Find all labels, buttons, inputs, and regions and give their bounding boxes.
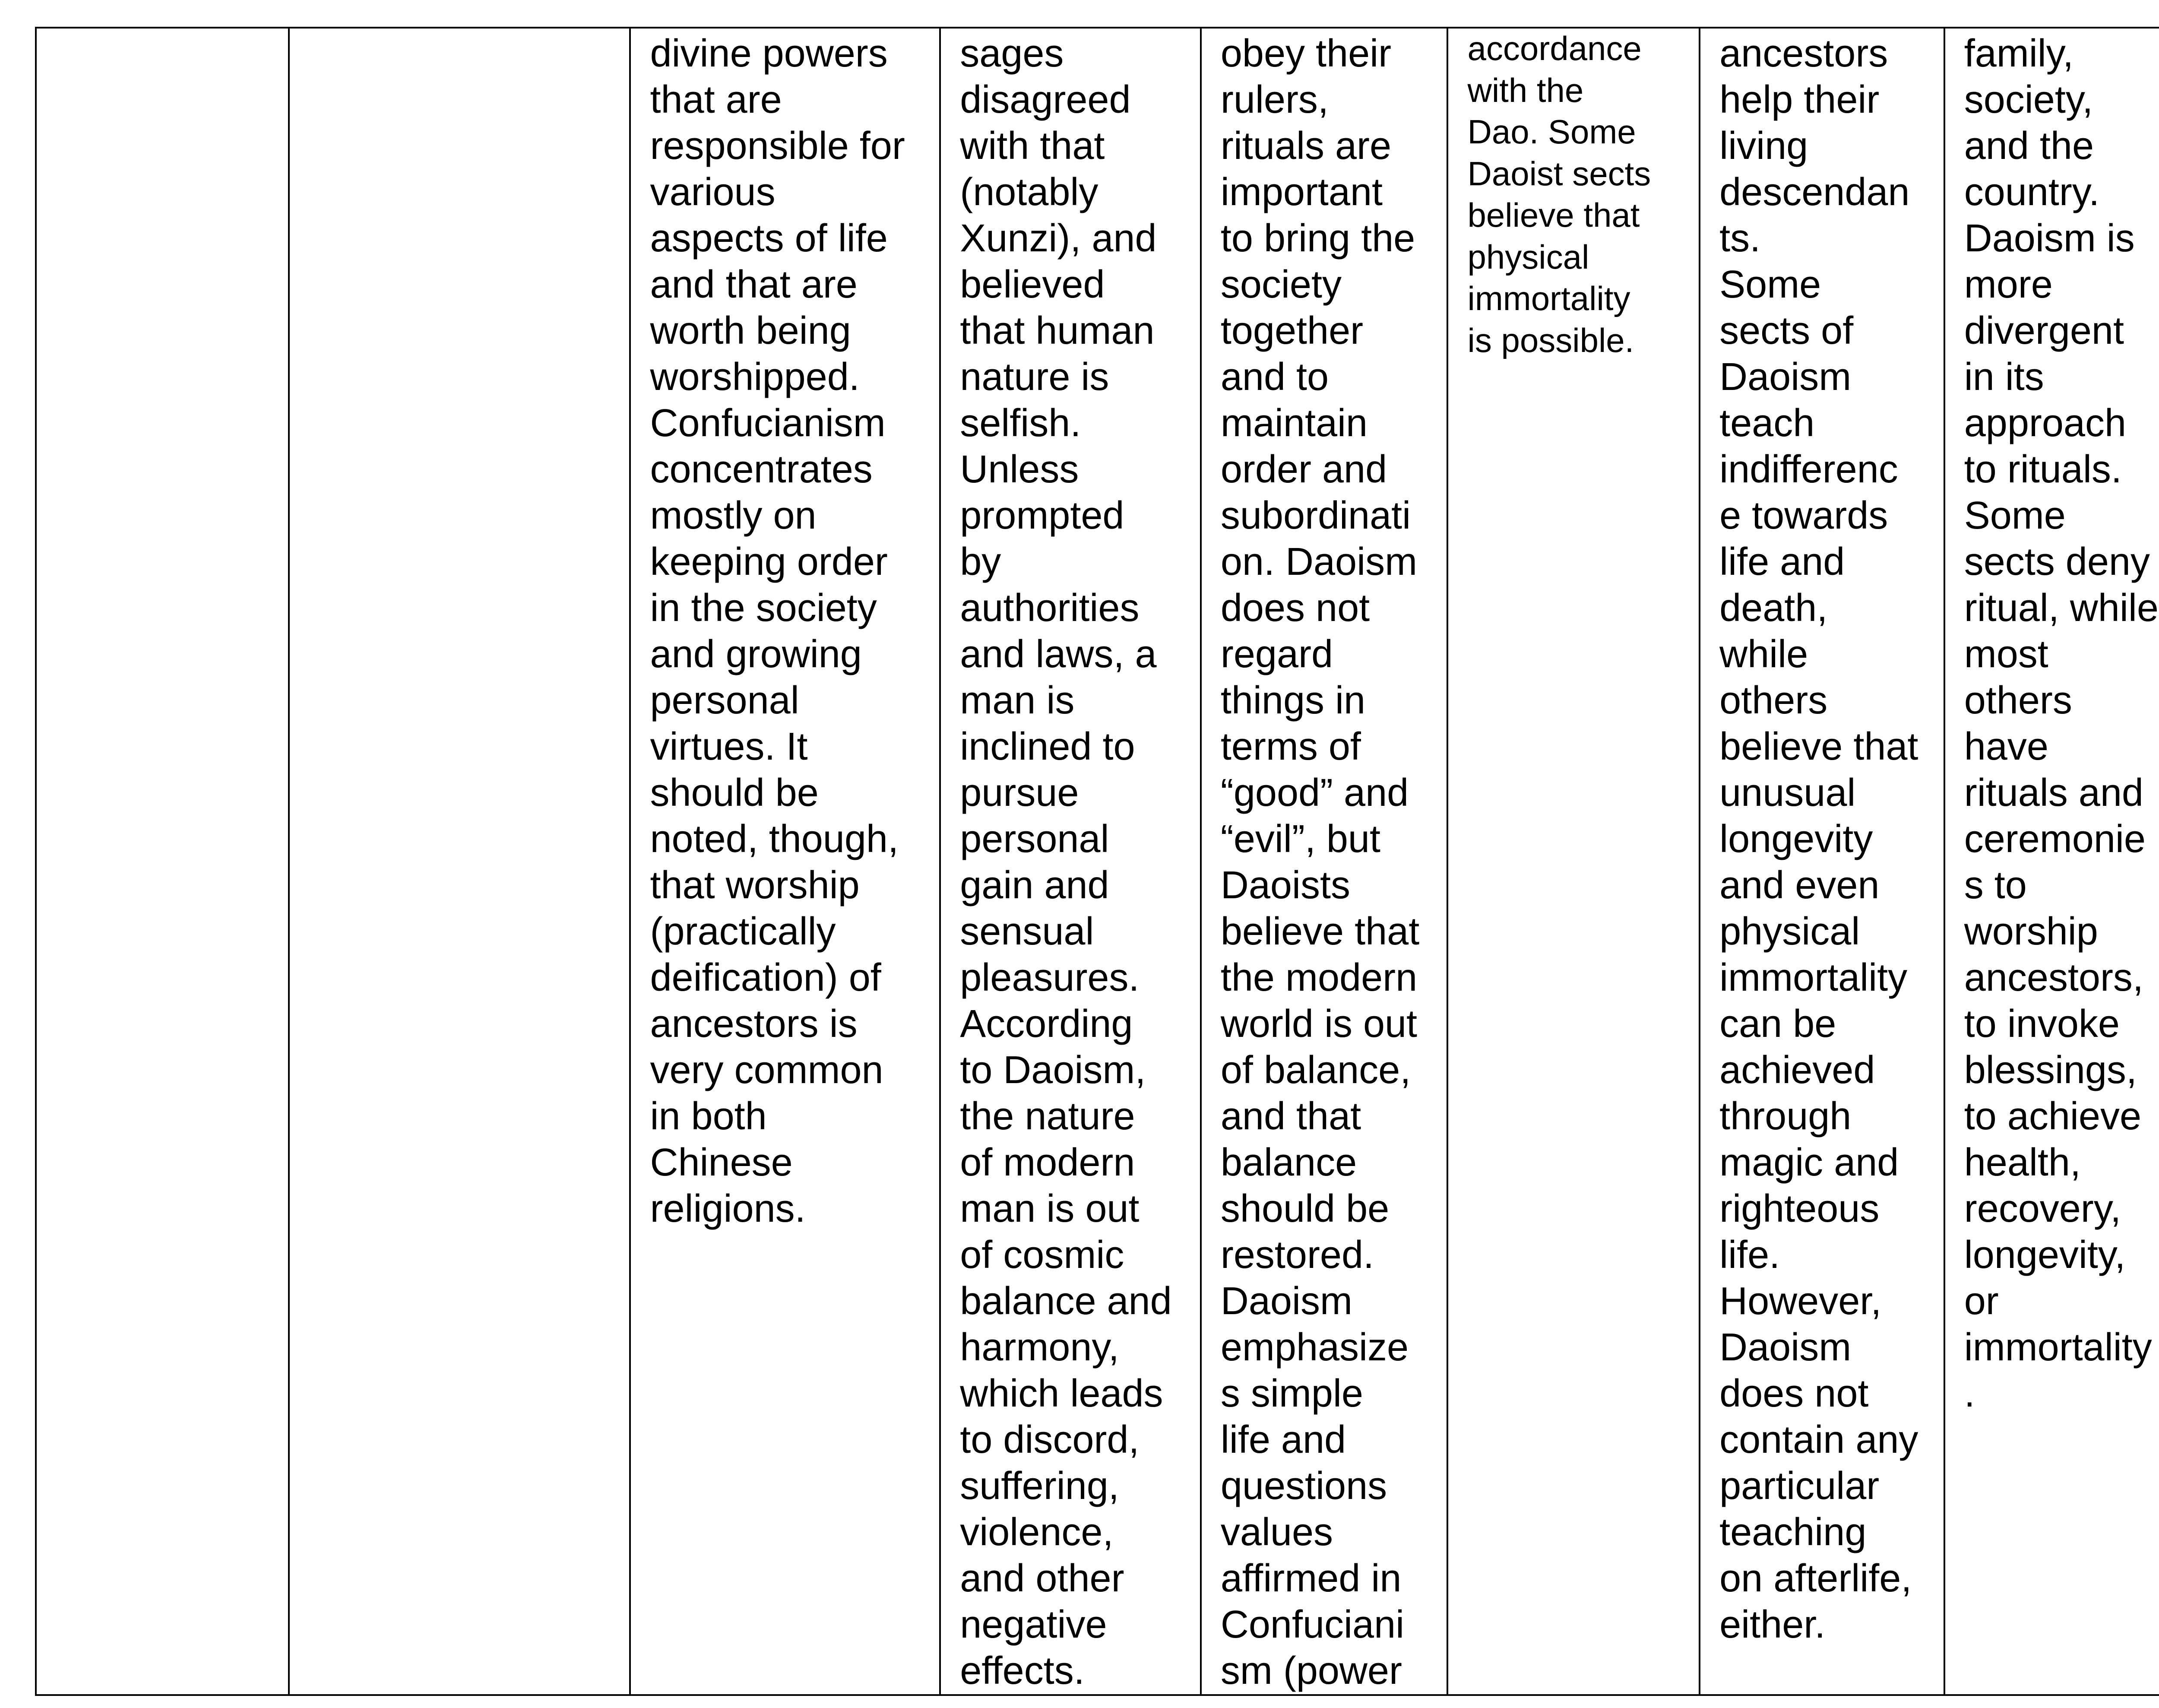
- table-cell-col8: [1944, 28, 2159, 1695]
- cell-text: sages disagreed with that (notably Xunzi), and believed that human nature is selfish. Unless prompted by authorities and laws, a man is inclined to pursue personal gain and sensual pleasures. According to Daoism, the nature of modern man is out of cosmic balance and harmony, which leads to discord, suffering, violence, and other negative effects.: [960, 32, 1172, 1692]
- table-cell-col5: [1201, 28, 1448, 1695]
- table-cell-col4: [940, 28, 1201, 1695]
- cell-text: accordance with the Dao. Some Daoist sects believe that physical immortality is possible.: [1467, 29, 1651, 359]
- cell-text: family, society, and the country. Daoism is more divergent in its approach to rituals. Some sects deny ritual, while most others have rituals and ceremonie s to worship ancestors, to invoke blessings, to achieve health, recovery, longevity, or immortality .: [1964, 32, 2159, 1415]
- table-cell-col3: [630, 28, 940, 1695]
- cell-text: ancestors help their living descendan ts. Some sects of Daoism teach indifferenc e towards life and death, while others believe that unusual longevity and even physical immortality can be achieved through magic and righteous life. However, Daoism does not contain any particular teaching on afterlife, either.: [1719, 32, 1918, 1646]
- cell-text: obey their rulers, rituals are important to bring the society together and to maintain order and subordinati on. Daoism does not regard things in terms of “good” and “evil”, but Daoists believe that the modern world is out of balance, and that balance should be restored. Daoism emphasize s simple life and questions values affirmed in Confuciani sm (power: [1220, 32, 1420, 1692]
- table-cell-col6: [1447, 28, 1700, 1695]
- table-cell-col1: [36, 28, 289, 1695]
- comparison-table-container: [35, 27, 2159, 1690]
- table-cell-col2: [289, 28, 630, 1695]
- comparison-table: [35, 27, 2159, 1696]
- table-cell-col7: [1700, 28, 1944, 1695]
- cell-text: divine powers that are responsible for various aspects of life and that are worth being worshipped. Confucianism concentrates mostly on keeping order in the society and growing personal virtues. It should be noted, though, that worship (practically deification) of ancestors is very common in both Chinese religions.: [650, 32, 905, 1230]
- table-row: [36, 28, 2159, 1695]
